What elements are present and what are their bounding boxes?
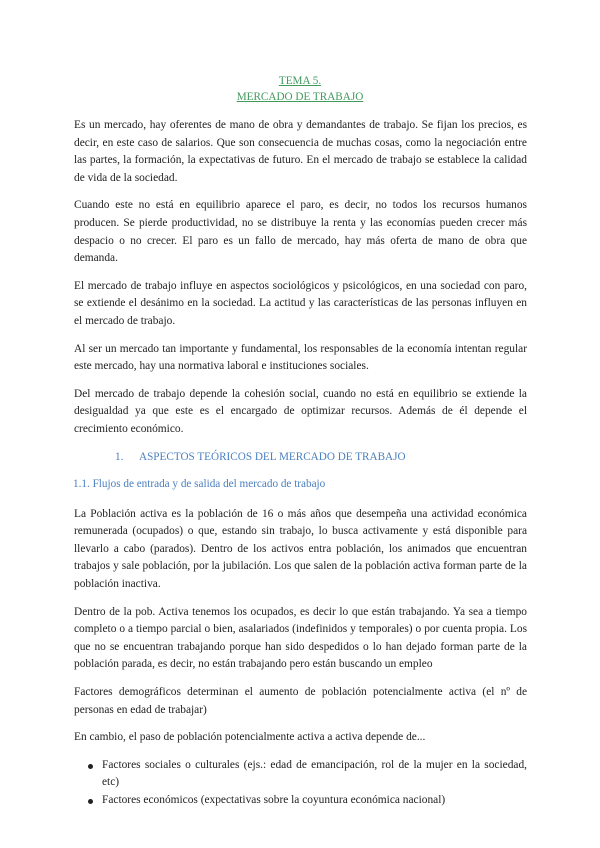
list-item xyxy=(74,792,527,810)
factores-transition-text: En cambio, el paso de población potencialmente activa a activa depende de... xyxy=(74,731,426,744)
section-1-1-title: Flujos de entrada y de salida del mercado de trabajo xyxy=(92,478,326,491)
topic-number-heading: TEMA 5. xyxy=(278,75,322,87)
topic-title-heading: MERCADO DE TRABAJO xyxy=(236,91,364,103)
list-item-text: Factores económicos (expectativas sobre la coyuntura económica nacional) xyxy=(102,794,446,806)
section-1-heading xyxy=(74,449,527,467)
intro-paragraph-1: Es un mercado, hay oferentes de mano de obra y demandantes de trabajo. Se fijan los precios, es decir, en este caso de salarios. Que son consecuencia de muchas cosas, como la negociación entre las partes, la formación, la expectativas de futuro. En el mercado de trabajo se establece la calidad de vida de la sociedad. xyxy=(74,119,527,184)
factores-list xyxy=(74,757,527,810)
section-1-1-number: 1.1. xyxy=(73,478,90,491)
section-1-number: 1. xyxy=(115,450,124,463)
document-title xyxy=(0,73,600,105)
intro-paragraph-2: Cuando este no está en equilibrio aparece el paro, es decir, no todos los recursos humanos producen. Se pierde productividad, no se distribuye la renta y las economías pueden crecer más despacio o no crecer. El paro es un fallo de mercado, hay más oferta de mano de obra que demanda. xyxy=(74,199,527,265)
section-paragraph-1: La Población activa es la población de 16 o más años que desempeña una actividad económica remunerada (ocupados) o que, estando sin trabajo, lo busca activamente y está disponible para llevarlo a cabo (parados). Dentro de los activos entra población, los animados que encuentran trabajos y sale población, por la jubilación. Los que salen de la población activa forman parte de la población inactiva. xyxy=(74,507,527,591)
section-paragraph-2: Dentro de la pob. Activa tenemos los ocupados, es decir lo que están trabajando. Ya sea a tiempo completo o a tiempo parcial o bien, asalariados (indefinidos y temporales) o por cuenta propia. Los que no se encuentran trabajando porque han sido despedidos o lo han dejado forman parte de la población parada, es decir, no están trabajando pero están buscando un empleo xyxy=(74,605,527,671)
factores-demograficos-text: Factores demográficos determinan el aumento de población potencialmente activa (el nº de personas en edad de trabajar) xyxy=(74,686,527,716)
bullet-icon xyxy=(88,799,93,804)
intro-paragraph-3: El mercado de trabajo influye en aspectos sociológicos y psicológicos, en una sociedad con paro, se extiende el desánimo en la sociedad. La actitud y las características de las personas influyen en el mercado de trabajo. xyxy=(74,279,527,327)
section-1-1-heading xyxy=(74,476,527,494)
bullet-icon xyxy=(88,764,93,769)
intro-paragraph-5: Del mercado de trabajo depende la cohesión social, cuando no está en equilibrio se extiende la desigualdad ya que este es el encargado de optimizar recursos. Además de él depende el crecimiento económico. xyxy=(74,387,527,435)
document-body xyxy=(74,117,527,810)
intro-paragraph-4: Al ser un mercado tan importante y fundamental, los responsables de la economía intentan regular este mercado, hay una normativa laboral e instituciones sociales. xyxy=(74,342,527,373)
list-item-text: Factores sociales o culturales (ejs.: edad de emancipación, rol de la mujer en la sociedad, etc) xyxy=(102,758,527,789)
list-item xyxy=(74,757,527,792)
section-1-title: ASPECTOS TEÓRICOS DEL MERCADO DE TRABAJO xyxy=(139,450,406,463)
